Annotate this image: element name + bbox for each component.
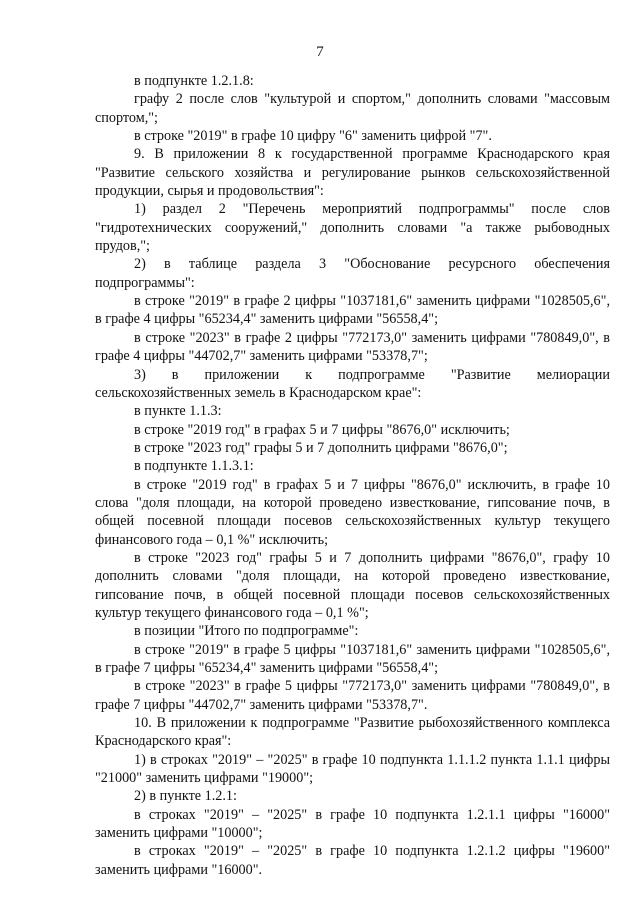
paragraph: в подпункте 1.1.3.1: bbox=[134, 458, 254, 475]
paragraph: в строке "2019 год" в графах 5 и 7 цифры "8676,0" исключить; bbox=[134, 421, 510, 438]
paragraph: 2) в пункте 1.2.1: bbox=[134, 788, 237, 805]
paragraph: в строке "2019" в графе 2 цифры "1037181,6" заменить цифрами "1028505,6", в графе 4 цифры "65234,4" заменить цифрами "56558,4"; bbox=[95, 293, 610, 328]
paragraph: графу 2 после слов "культурой и спортом," дополнить словами "массовым спортом,"; bbox=[95, 91, 610, 126]
paragraph: 3) в приложении к подпрограмме "Развитие мелиорации сельскохозяйственных земель в Краснодарском крае": bbox=[95, 366, 610, 401]
paragraph: в строках "2019" – "2025" в графе 10 подпункта 1.2.1.1 цифры "16000" заменить цифрами "10000"; bbox=[95, 806, 610, 842]
paragraph: в строке "2023" в графе 2 цифры "772173,0" заменить цифрами "780849,0", в графе 4 цифры "44702,7" заменить цифрами "53378,7"; bbox=[95, 329, 610, 365]
paragraph: в строке "2019 год" в графах 5 и 7 цифры "8676,0" исключить, в графе 10 слова "доля площади, на которой проведено известкование, гипсование почв, в общей посевной площади посевов сельскохозяйственных культур текущего финансового года – 0,1 %" исключить; bbox=[95, 476, 610, 548]
paragraph: 9. В приложении 8 к государственной программе Краснодарского края "Развитие сельского хозяйства и регулирование рынков сельскохозяйственной продукции, сырья и продовольствия": bbox=[95, 146, 610, 200]
page-number: 7 bbox=[316, 44, 324, 60]
paragraph: в подпункте 1.2.1.8: bbox=[134, 73, 254, 89]
document-body bbox=[95, 72, 610, 879]
paragraph: 10. В приложении к подпрограмме "Развитие рыбохозяйственного комплекса Краснодарского края": bbox=[95, 715, 610, 750]
paragraph: в строке "2023 год" графы 5 и 7 дополнить цифрами "8676,0"; bbox=[134, 439, 508, 456]
paragraph: в строках "2019" – "2025" в графе 10 подпункта 1.2.1.2 цифры "19600" заменить цифрами "16000". bbox=[95, 843, 610, 878]
paragraph: в строке "2019" в графе 5 цифры "1037181,6" заменить цифрами "1028505,6", в графе 7 цифры "65234,4" заменить цифрами "56558,4"; bbox=[95, 641, 610, 676]
paragraph: 2) в таблице раздела 3 "Обоснование ресурсного обеспечения подпрограммы": bbox=[95, 256, 610, 291]
paragraph: в строке "2019" в графе 10 цифру "6" заменить цифрой "7". bbox=[134, 128, 492, 145]
paragraph: 1) в строках "2019" – "2025" в графе 10 подпункта 1.1.1.2 пункта 1.1.1 цифры "21000" заменить цифрами "19000"; bbox=[95, 751, 610, 787]
paragraph: в позиции "Итого по подпрограмме": bbox=[134, 623, 359, 640]
paragraph: 1) раздел 2 "Перечень мероприятий подпрограммы" после слов "гидротехнических сооружений," дополнить словами "а также рыбоводных прудов,"; bbox=[95, 201, 610, 255]
paragraph: в строке "2023" в графе 5 цифры "772173,0" заменить цифрами "780849,0", в графе 7 цифры "44702,7" заменить цифрами "53378,7". bbox=[95, 678, 610, 713]
paragraph: в строке "2023 год" графы 5 и 7 дополнить цифрами "8676,0", графу 10 дополнить словами "доля площади, на которой проведено известкование, гипсование почв, в общей посевной площади посевов сельскохозяйственных культур текущего финансового года – 0,1 %"; bbox=[95, 549, 610, 621]
paragraph: в пункте 1.1.3: bbox=[134, 403, 222, 420]
